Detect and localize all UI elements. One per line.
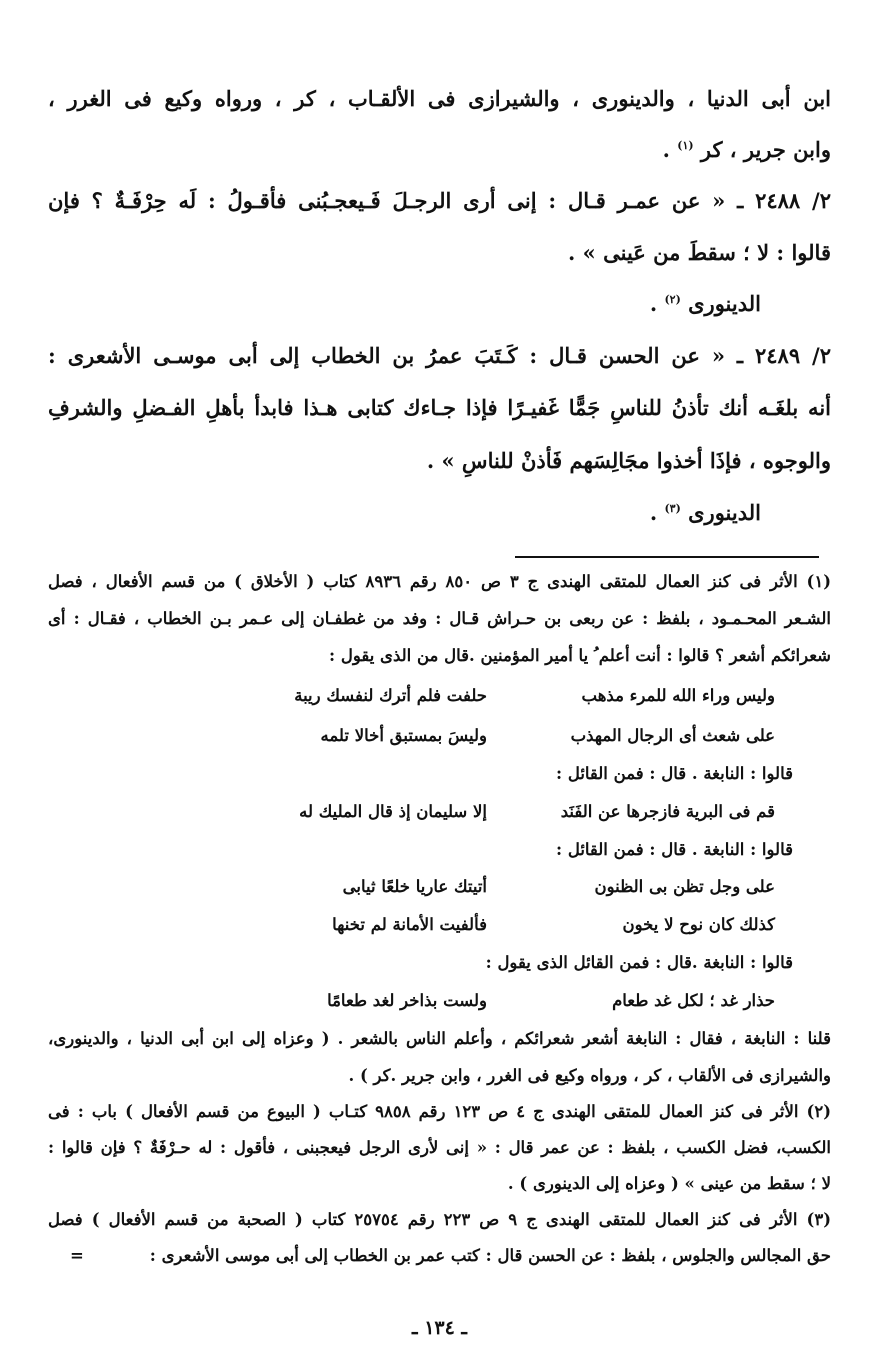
footnote-ref: (٢) bbox=[664, 293, 681, 306]
entry-2488-source: الدينورى $^{(٢)}$ . bbox=[649, 291, 761, 316]
entry-2489-line: والوجوه ، فإذَا أخذوا مجَالِسَهم فَأذنْ للناسِ » . bbox=[426, 448, 831, 473]
footnote-2-line: الكسب، فضل الكسب ، بلفظ : عن عمر قال : « إنى لأرى الرجل فيعجبنى ، فأقول : له حـرْفَةٌ ؟ فإن قالوا : bbox=[48, 1138, 831, 1157]
footnote-1-line: الشـعر المحـمـود ، بلفظ : عن ربعى بن حـراش قـال : وفد من غطفـان إلى عـمر بـن الخطاب ، فقـال : أى bbox=[48, 609, 831, 628]
verse-right: وليسَ بمستبق أخالا تلمه bbox=[320, 726, 487, 745]
entry-2489-source: الدينورى $^{(٣)}$ . bbox=[649, 500, 761, 525]
verse-answer: قالوا : النابغة . قال : فمن القائل : bbox=[555, 764, 793, 783]
verse-left: وليس وراء الله للمرء مذهب bbox=[581, 686, 775, 705]
footnote-ref: (٣) bbox=[664, 502, 681, 515]
verse-right: حلفت فلم أترك لنفسك ريبة bbox=[294, 686, 487, 705]
main-text-fragment: وابن جرير ، كر bbox=[700, 137, 831, 162]
verse-left: على وجل تظن بى الظنون bbox=[594, 877, 775, 896]
footnote-separator bbox=[515, 556, 819, 558]
verse-right: أتيتك عاريا خلعًا ثيابى bbox=[342, 877, 487, 896]
verse-left: قم فى البرية فازجرها عن الفَنَد bbox=[560, 802, 775, 821]
footnote-2-line: لا ؛ سقط من عينى » ( وعزاه إلى الدينورى ) . bbox=[507, 1174, 831, 1193]
verse-right: إلا سليمان إذ قال المليك له bbox=[299, 802, 487, 821]
verse-left: حذار غد ؛ لكل غد طعام bbox=[612, 991, 775, 1010]
footnote-1-closing: قلنا : النابغة ، فقال : النابغة أشعر شعرائكم ، وأعلم الناس بالشعر . ( وعزاه إلى ابن أبى الدنيا ، والدينورى، bbox=[48, 1029, 831, 1048]
footnote-3-line: (٣) الأثر فى كنز العمال للمتقى الهندى ج ٩ ص ٢٢٣ رقم ٢٥٧٥٤ كتاب ( الصحبة من قسم الأفعال ) فصل bbox=[48, 1210, 832, 1229]
verse-answer: قالوا : النابغة . قال : فمن القائل : bbox=[555, 840, 793, 859]
entry-2489-line: أنه بلغَـه أنك تأذنُ للناسِ جَمًّا غَفيـرًا فإذا جـاءك كتابى هـذا فابدأ بأهلِ الفـضلِ والشرفِ bbox=[48, 395, 831, 420]
continuation-mark: = bbox=[70, 1246, 84, 1265]
entry-2488-line: قالوا : لا ؛ سقطَ من عَينى » . bbox=[568, 240, 831, 265]
main-text-line: وابن جرير ، كر $^{(١)}$ . bbox=[662, 137, 831, 162]
page-number: ـ ١٣٤ ـ bbox=[412, 1317, 467, 1339]
main-text-line: ابن أبى الدنيا ، والدينورى ، والشيرازى فى الألقـاب ، كر ، ورواه وكيع فى الغرر ، bbox=[48, 86, 831, 111]
footnote-1-line: (١) الأثر فى كنز العمال للمتقى الهندى ج ٣ ص ٨٥٠ رقم ٨٩٣٦ كتاب ( الأخلاق ) من قسم الأفعال ، فصل bbox=[48, 572, 832, 591]
verse-answer: قالوا : النابغة .قال : فمن القائل الذى يقول : bbox=[485, 953, 793, 972]
footnote-2-line: (٢) الأثر فى كنز العمال للمتقى الهندى ج ٤ ص ١٢٣ رقم ٩٨٥٨ كتـاب ( البيوع من قسم الأفعال ) باب : فى bbox=[48, 1102, 832, 1121]
footnote-3-line: حق المجالس والجلوس ، بلفظ : عن الحسن قال : كتب عمر بن الخطاب إلى أبى موسى الأشعرى : bbox=[149, 1246, 831, 1265]
source-name: الدينورى bbox=[688, 291, 761, 316]
verse-right: ولست بذاخر لغد طعامًا bbox=[327, 991, 487, 1010]
verse-right: فألفيت الأمانة لم تخنها bbox=[332, 915, 487, 934]
footnote-1-line: شعرائكم أشعر ؟ قالوا : أنت أعلم ُ يا أمير المؤمنين .قال من الذى يقول : bbox=[329, 646, 831, 665]
entry-2489-line: ٢/ ٢٤٨٩ ـ « عن الحسن قـال : كَـتَبَ عمرُ بن الخطاب إلى أبى موسـى الأشعرى : bbox=[48, 343, 832, 368]
entry-2488-line: ٢/ ٢٤٨٨ ـ « عن عمـر قـال : إنى أرى الرجـلَ فَـيعجـبُنى فأقـولُ : لَه حِرْفَـةٌ ؟ فإن bbox=[48, 188, 831, 213]
footnote-1-closing: والشيرازى فى الألقاب ، كر ، ورواه وكيع فى الغرر ، وابن جرير .كر ) . bbox=[348, 1066, 831, 1085]
verse-left: على شعث أى الرجال المهذب bbox=[570, 726, 775, 745]
source-name: الدينورى bbox=[688, 500, 761, 525]
verse-left: كذلك كان نوح لا يخون bbox=[622, 915, 775, 934]
footnote-ref: (١) bbox=[677, 139, 694, 152]
